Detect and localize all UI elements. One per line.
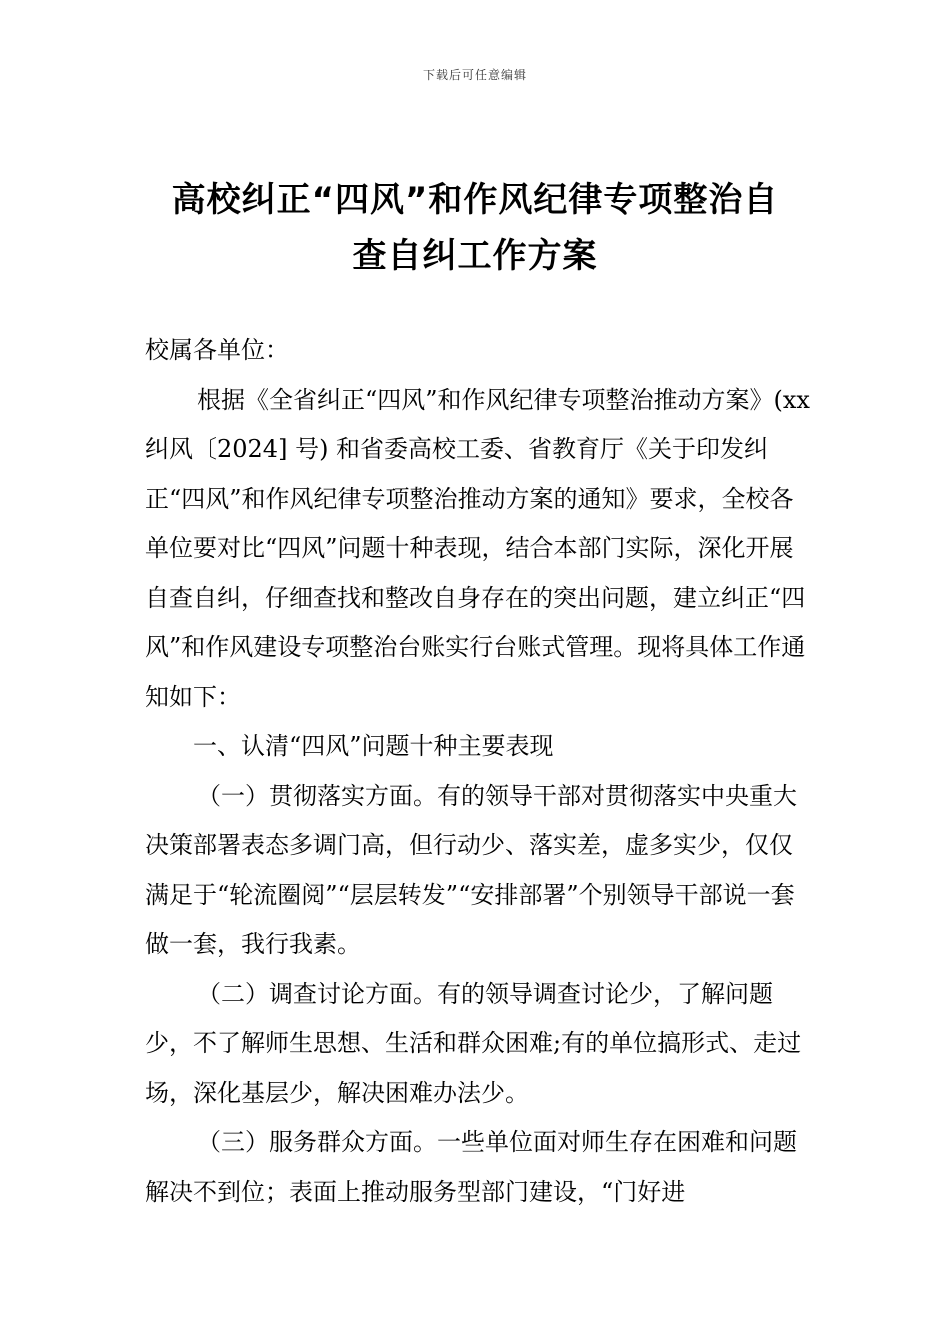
document-body <box>145 326 815 1217</box>
paragraph-item-1: （一）贯彻落实方面。有的领导干部对贯彻落实中央重大决策部署表态多调门高，但行动少、落实差，虚多实少，仅仅满足于“轮流圈阅”“层层转发”“安排部署”个别领导干部说一套做一套，我行我素。 <box>145 781 797 958</box>
title-line-2: 查自纠工作方案 <box>352 236 598 276</box>
paragraph-item-3: （三）服务群众方面。一些单位面对师生存在困难和问题解决不到位；表面上推动服务型部门建设，“门好进 <box>145 1128 797 1206</box>
paragraph-item-2: （二）调查讨论方面。有的领导调查讨论少，了解问题少，不了解师生思想、生活和群众困难;有的单位搞形式、走过场，深化基层少，解决困难办法少。 <box>145 979 802 1107</box>
salutation: 校属各单位： <box>145 336 289 364</box>
document-title <box>145 172 805 284</box>
title-line-1: 高校纠正“四风”和作风纪律专项整治自 <box>171 180 779 220</box>
section-heading: 一、认清“四风”问题十种主要表现 <box>193 732 554 760</box>
header-note: 下载后可任意编辑 <box>422 68 527 82</box>
paragraph-intro: 根据《全省纠正“四风”和作风纪律专项整治推动方案》(xx纠风〔2024] 号) 和省委高校工委、省教育厅《关于印发纠正“四风”和作风纪律专项整治推动方案的通知》要求，全校各单位要对比“四风”问题十种表现，结合本部门实际，深化开展自查自纠，仔细查找和整改自身存在的突出问题，建立纠正“四风”和作风建设专项整治台账实行台账式管理。现将具体工作通知如下： <box>145 385 810 711</box>
